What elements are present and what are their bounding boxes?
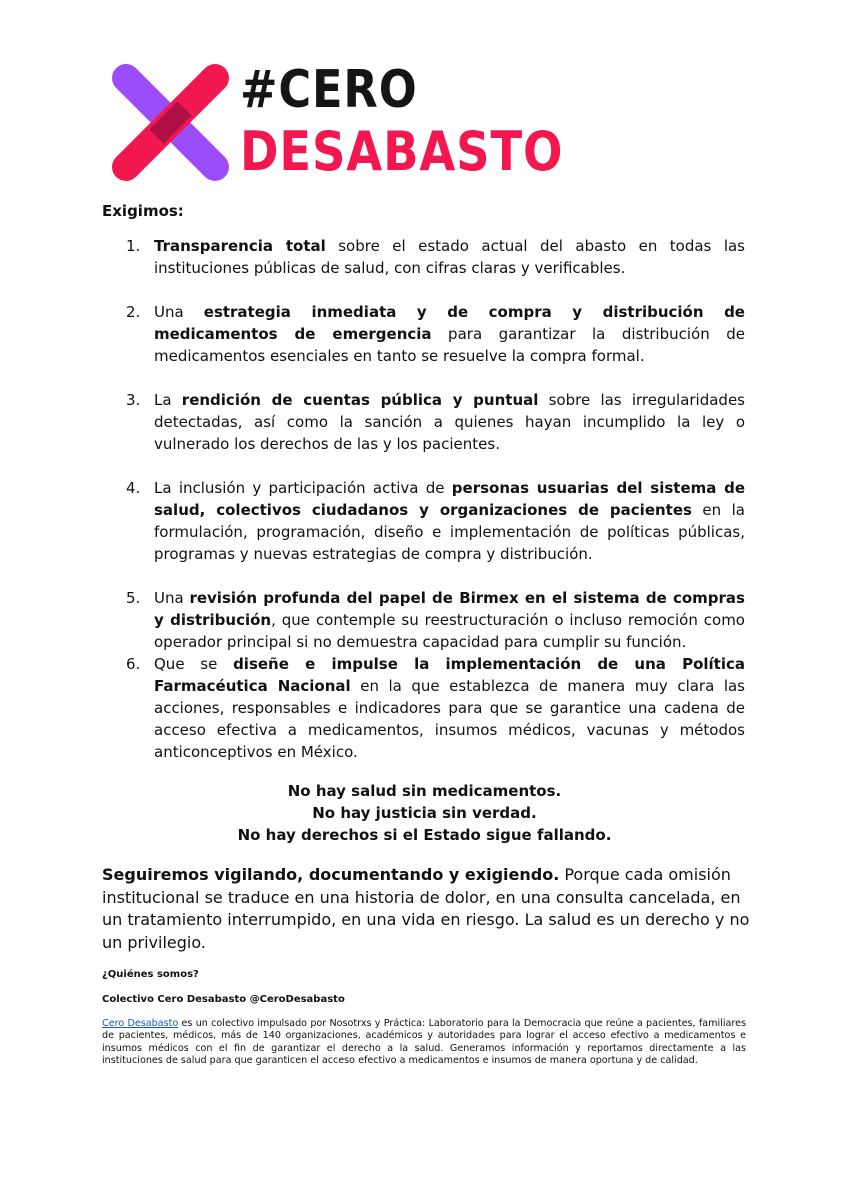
slogan-line: No hay salud sin medicamentos. [287, 782, 562, 800]
demand-item [126, 389, 745, 455]
demand-number: 6. [126, 655, 141, 673]
demand-number: 5. [126, 589, 141, 607]
slogans [0, 780, 779, 846]
cero-desabasto-link[interactable]: Cero Desabasto [102, 1018, 179, 1029]
demand-item [126, 301, 745, 367]
demand-text: La [154, 391, 182, 409]
demand-lead: Transparencia total [154, 237, 326, 255]
demand-number: 3. [126, 391, 141, 409]
about-paragraph [102, 1018, 746, 1068]
demand-emphasis: personas usuarias del sistema de salud, colectivos ciudadanos y organizaciones de pacientes [154, 479, 746, 519]
demand-text: , que contemple su reestructuración o incluso remoción como operador principal si no demuestra capacidad para cumplir su función. [154, 611, 745, 651]
about-title: ¿Quiénes somos? [102, 969, 199, 980]
demand-item [126, 235, 745, 279]
demand-text: sobre el estado actual del abasto en todas las instituciones públicas de salud, con cifras claras y verificables. [154, 237, 745, 277]
demand-item [126, 587, 745, 653]
closing-text: Porque cada omisión institucional se traduce en una historia de dolor, en una consulta cancelada, en un tratamiento interrumpido, en una vida en riesgo. La salud es un derecho y no un privilegio. [102, 865, 750, 952]
demands-list [126, 235, 745, 763]
demand-text: sobre las irregularidades detectadas, así como la sanción a quienes hayan incumplido la ley o vulnerado los derechos de las y los pacientes. [154, 391, 745, 453]
demand-text: Una [154, 589, 190, 607]
logo-text-cero: #CERO [240, 60, 418, 120]
demand-number: 4. [126, 479, 141, 497]
demand-text: en la formulación, programación, diseño e implementación de políticas públicas, programas y nuevas estrategias de compra y distribución. [154, 501, 745, 563]
demand-text: Una [154, 303, 204, 321]
demand-text: La inclusión y participación activa de [154, 479, 452, 497]
collective-name: Colectivo Cero Desabasto @CeroDesabasto [102, 994, 345, 1005]
logo [108, 60, 564, 185]
demand-number: 2. [126, 303, 141, 321]
demand-number: 1. [126, 237, 141, 255]
closing-emphasis: Seguiremos vigilando, documentando y exigiendo. [102, 865, 560, 884]
slogan-line: No hay derechos si el Estado sigue fallando. [237, 826, 612, 844]
closing-paragraph [102, 864, 752, 954]
demand-emphasis: estrategia inmediata y de compra y distribución de medicamentos de emergencia [154, 303, 745, 343]
demand-text: en la que establezca de manera muy clara las acciones, responsables e indicadores para que se garantice una cadena de acceso efectiva a medicamentos, insumos médicos, vacunas y métodos anticonceptivos en México. [154, 677, 745, 761]
demand-emphasis: diseñe e impulse la implementación de una Política Farmacéutica Nacional [154, 655, 746, 695]
slogan-line: No hay justicia sin verdad. [312, 804, 537, 822]
demand-emphasis: revisión profunda del papel de Birmex en el sistema de compras y distribución [154, 589, 745, 629]
demand-item [126, 477, 745, 565]
demand-text: para garantizar la distribución de medicamentos esenciales en tanto se resuelve la compra formal. [154, 325, 745, 365]
section-heading: Exigimos: [102, 202, 184, 220]
about-text: es un colectivo impulsado por Nosotrxs y Práctica: Laboratorio para la Democracia que reúne a pacientes, familiares de pacientes, médicos, más de 140 organizaciones, académicos y autoridades para lograr el acceso efectivo a medicamentos e insumos médicos con el fin de garantizar el derecho a la salud. Generamos información y reportamos directamente a las instituciones de salud para que garanticen el acceso efectivo a medicamentos e insumos de manera oportuna y de calidad. [102, 1018, 746, 1067]
logo-text-desabasto: DESABASTO [240, 120, 564, 183]
demand-emphasis: rendición de cuentas pública y puntual [181, 391, 539, 409]
x-cross-logo-icon [108, 60, 233, 185]
demand-text: Que se [154, 655, 234, 673]
demand-item [126, 653, 745, 763]
